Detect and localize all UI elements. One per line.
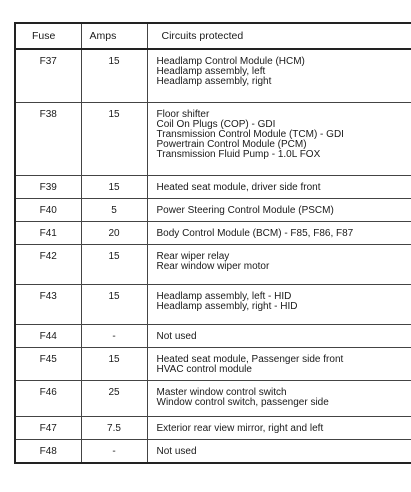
table-row (15, 324, 411, 347)
fuse-cell: F38 (15, 102, 81, 175)
circuit-line: Floor shifter (156, 108, 210, 120)
fuse-cell: F37 (15, 49, 81, 102)
circuit-line: Heated seat module, driver side front (156, 181, 321, 193)
circuit-line: Not used (156, 445, 197, 457)
table-row (15, 380, 411, 416)
circuit-line: HVAC control module (156, 363, 252, 375)
fuse-cell: F45 (15, 347, 81, 380)
amps-cell: 5 (81, 198, 147, 221)
fuse-table (14, 22, 411, 464)
table-row (15, 221, 411, 244)
fuse-cell: F41 (15, 221, 81, 244)
fuse-cell: F40 (15, 198, 81, 221)
amps-cell: 15 (81, 347, 147, 380)
table-row (15, 284, 411, 324)
table-row (15, 175, 411, 198)
circuit-line: Transmission Control Module (TCM) - GDI (156, 128, 344, 140)
amps-cell: 15 (81, 244, 147, 284)
circuits-cell (147, 380, 411, 416)
circuits-cell (147, 347, 411, 380)
circuit-line: Headlamp assembly, right - HID (156, 300, 298, 312)
amps-cell: - (81, 439, 147, 463)
amps-cell: 15 (81, 284, 147, 324)
circuits-cell (147, 439, 411, 463)
amps-cell: 7.5 (81, 416, 147, 439)
circuit-line: Headlamp assembly, left - HID (156, 290, 292, 302)
circuit-line: Powertrain Control Module (PCM) (156, 138, 307, 150)
fuse-cell: F43 (15, 284, 81, 324)
circuit-line: Power Steering Control Module (PSCM) (156, 204, 334, 216)
circuits-cell (147, 102, 411, 175)
fuse-cell: F47 (15, 416, 81, 439)
circuit-line: Not used (156, 330, 197, 342)
circuits-cell (147, 324, 411, 347)
table-body (15, 49, 411, 463)
table-row (15, 347, 411, 380)
circuit-line: Headlamp Control Module (HCM) (156, 56, 305, 67)
header-circuits: Circuits protected (147, 23, 411, 49)
circuit-line: Rear window wiper motor (156, 260, 270, 272)
amps-cell: 15 (81, 175, 147, 198)
table-row (15, 198, 411, 221)
circuit-line: Transmission Fluid Pump - 1.0L FOX (156, 148, 321, 160)
amps-cell: 15 (81, 49, 147, 102)
amps-cell: 20 (81, 221, 147, 244)
fuse-cell: F46 (15, 380, 81, 416)
amps-cell: 15 (81, 102, 147, 175)
circuit-line: Window control switch, passenger side (156, 396, 329, 408)
circuit-line: Exterior rear view mirror, right and left (156, 422, 324, 434)
circuits-cell (147, 175, 411, 198)
circuits-cell (147, 244, 411, 284)
circuits-cell (147, 416, 411, 439)
header-fuse: Fuse (15, 23, 81, 49)
table-row (15, 49, 411, 102)
circuit-line: Heated seat module, Passenger side front (156, 353, 344, 365)
circuit-line: Master window control switch (156, 386, 287, 398)
circuits-cell (147, 221, 411, 244)
circuit-line: Body Control Module (BCM) - F85, F86, F87 (156, 227, 354, 239)
circuit-line: Headlamp assembly, left (156, 66, 266, 77)
amps-cell: 25 (81, 380, 147, 416)
fuse-cell: F44 (15, 324, 81, 347)
circuits-cell (147, 198, 411, 221)
fuse-cell: F48 (15, 439, 81, 463)
table-row (15, 244, 411, 284)
circuits-cell (147, 284, 411, 324)
circuit-line: Rear wiper relay (156, 250, 230, 262)
header-row (15, 23, 411, 49)
header-amps: Amps (81, 23, 147, 49)
fuse-cell: F39 (15, 175, 81, 198)
fuse-cell: F42 (15, 244, 81, 284)
circuits-cell (147, 49, 411, 102)
table-row (15, 102, 411, 175)
circuit-line: Coil On Plugs (COP) - GDI (156, 118, 276, 130)
circuit-line: Headlamp assembly, right (156, 76, 272, 87)
table-row (15, 416, 411, 439)
table-row (15, 439, 411, 463)
amps-cell: - (81, 324, 147, 347)
